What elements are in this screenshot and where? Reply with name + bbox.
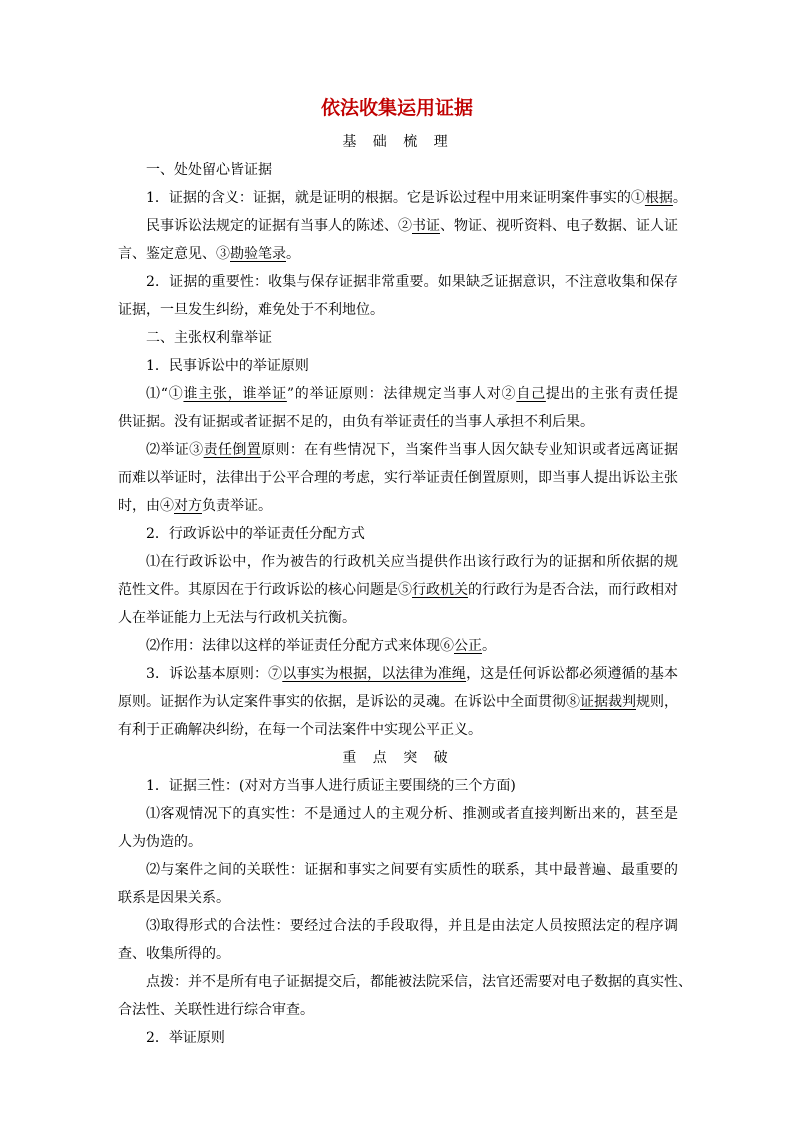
answer-blank-2: 书证 [412,218,440,234]
answer-blank-5: 自己 [516,386,546,402]
heading-civil-proof-principle: 1．民事诉讼中的举证原则 [146,358,309,374]
answer-blank-6: 责任倒置 [203,442,262,458]
answer-blank-10: 以事实为根据，以法律为准绳 [282,666,467,682]
paragraph-evidence-importance-cont: 证据，一旦发生纠纷，难免处于不利地位。 [118,302,384,318]
paragraph-three-properties: 1．证据三性：(对对方当事人进行质证主要围绕的三个方面) [146,778,516,794]
paragraph-evidence-meaning: 1．证据的含义：证据，就是证明的根据。它是诉讼过程中用来证明案件事实的①根据。 [146,190,687,206]
paragraph-reversed-burden-end: 时，由④对方负责举证。 [118,498,272,514]
paragraph-relevance-cont: 联系是因果关系。 [118,890,230,906]
paragraph-basic-principle-cont: 原则。证据作为认定案件事实的依据，是诉讼的灵魂。在诉讼中全面贯彻⑧证据裁判规则， [118,694,678,710]
heading-evidence-everywhere: 一、处处留心皆证据 [146,162,272,178]
document-title: 依法收集运用证据 [320,97,473,119]
paragraph-evidence-types: 民事诉讼法规定的证据有当事人的陈述、②书证、物证、视听资料、电子数据、证人证 [146,218,678,234]
paragraph-reversed-burden-cont: 而难以举证时，法律出于公平合理的考虑，实行举证责任倒置原则，即当事人提出诉讼主张 [118,470,678,486]
paragraph-who-claims-proves-cont: 供证据。没有证据或者证据不足的，由负有举证责任的当事人承担不利后果。 [118,414,594,430]
paragraph-relevance: ⑵与案件之间的关联性：证据和事实之间要有实质性的联系，其中最普遍、最重要的 [146,862,678,878]
paragraph-legality-cont: 查、收集所得的。 [118,946,230,962]
section-heading-key-points: 重 点 突 破 [342,750,454,766]
heading-administrative-proof: 2．行政诉讼中的举证责任分配方式 [146,526,365,542]
heading-proof-principle: 2．举证原则 [146,1030,225,1046]
paragraph-legality: ⑶取得形式的合法性：要经过合法的手段取得，并且是由法定人员按照法定的程序调 [146,918,678,934]
answer-blank-8: 行政机关 [412,582,468,598]
answer-blank-11: 证据裁判 [580,694,636,710]
answer-blank-7: 对方 [174,498,202,514]
paragraph-administrative-litigation: ⑴在行政诉讼中，作为被告的行政机关应当提供作出该行政行为的证据和所依据的规 [146,554,678,570]
paragraph-administrative-litigation-end: 人在举证能力上无法与行政机关抗衡。 [118,610,356,626]
answer-blank-3: 勘验笔录 [230,246,286,262]
paragraph-tip-cont: 合法性、关联性进行综合审查。 [118,1002,314,1018]
paragraph-who-claims-proves: ⑴“①谁主张，谁举证”的举证原则：法律规定当事人对②自己提出的主张有责任提 [146,386,679,402]
heading-burden-of-proof: 二、主张权利靠举证 [146,330,272,346]
paragraph-reversed-burden: ⑵举证③责任倒置原则：在有些情况下，当案件当事人因欠缺专业知识或者远离证据 [146,442,679,458]
paragraph-basic-principle: 3．诉讼基本原则：⑦以事实为根据，以法律为准绳，这是任何诉讼都必须遵循的基本 [146,666,678,682]
paragraph-function: ⑵作用：法律以这样的举证责任分配方式来体现⑥公正。 [146,638,496,654]
answer-blank-9: 公正 [454,638,482,654]
paragraph-tip: 点拨：并不是所有电子证据提交后，都能被法院采信，法官还需要对电子数据的真实性、 [146,974,692,990]
paragraph-authenticity: ⑴客观情况下的真实性：不是通过人的主观分析、推测或者直接判断出来的，甚至是 [146,806,678,822]
paragraph-evidence-types-cont: 言、鉴定意见、③勘验笔录。 [118,246,300,262]
answer-blank-1: 根据 [644,190,673,206]
paragraph-authenticity-cont: 人为伪造的。 [118,834,202,850]
paragraph-basic-principle-end: 有利于正确解决纠纷，在每一个司法案件中实现公平正义。 [118,722,482,738]
answer-blank-4: 谁主张，谁举证 [183,386,287,402]
section-heading-basics: 基 础 梳 理 [342,134,454,150]
paragraph-administrative-litigation-cont: 范性文件。其原因在于行政诉讼的核心问题是⑤行政机关的行政行为是否合法，而行政相对 [118,582,678,598]
paragraph-evidence-importance: 2．证据的重要性：收集与保存证据非常重要。如果缺乏证据意识，不注意收集和保存 [146,274,678,290]
